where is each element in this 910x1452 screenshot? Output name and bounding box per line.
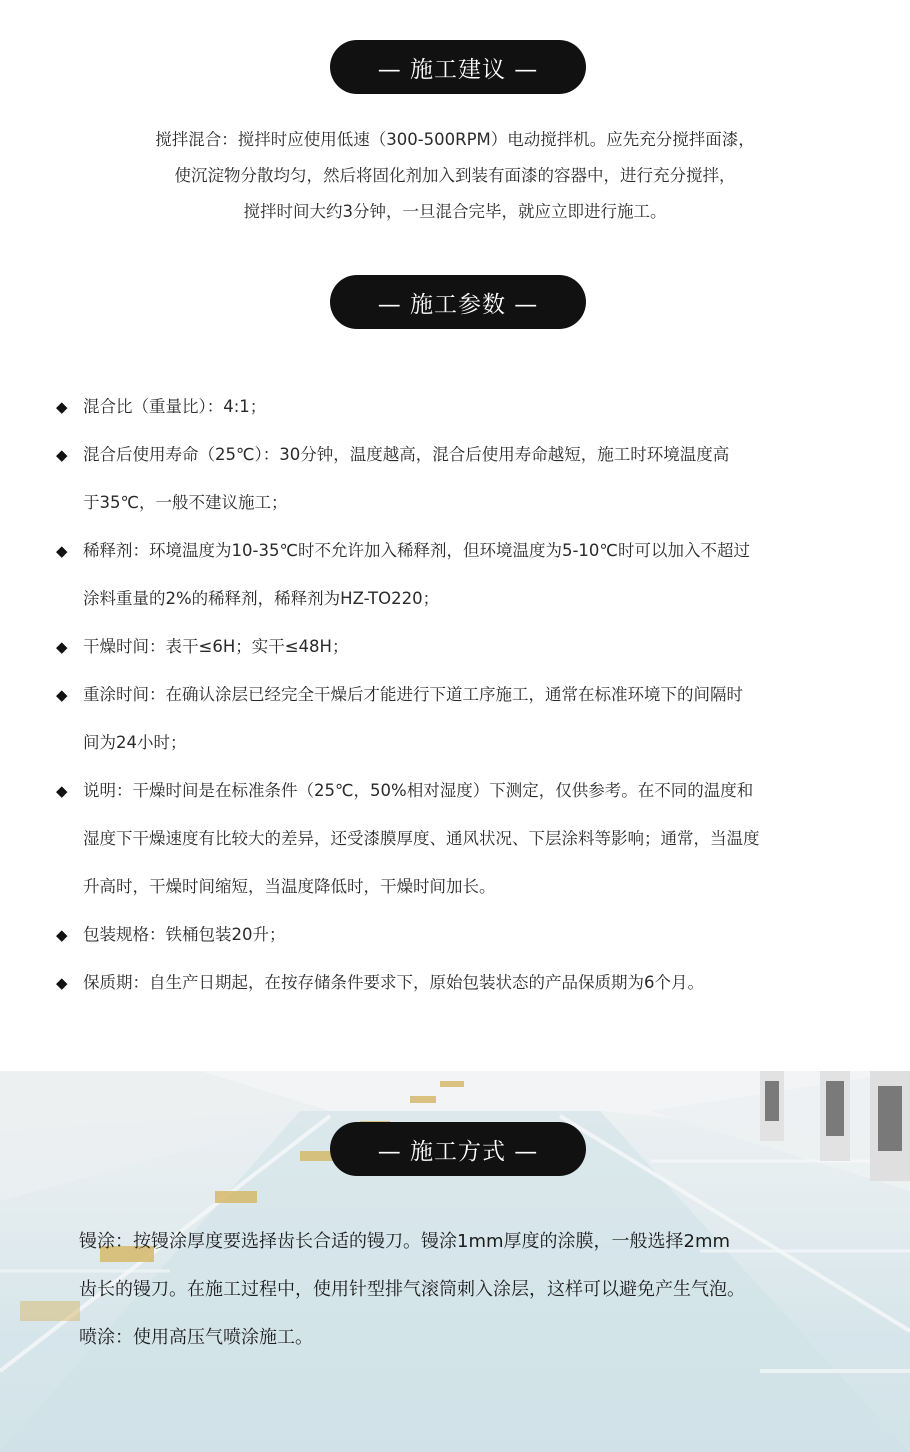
list-item [56,767,876,911]
method-line: 齿长的镘刀。在施工过程中，使用针型排气滚筒刺入涂层，这样可以避免产生气泡。 [79,1279,745,1300]
diamond-bullet-icon: ◆ [56,398,68,416]
list-item [56,623,876,671]
diamond-bullet-icon: ◆ [56,542,68,560]
advice-line: 搅拌混合：搅拌时应使用低速（300-500RPM）电动搅拌机。应先充分搅拌面漆， [155,130,755,149]
construction-advice-text [0,122,910,230]
parameter-list [56,383,876,1007]
diamond-bullet-icon: ◆ [56,974,68,992]
method-line: 喷涂：使用高压气喷涂施工。 [79,1327,313,1348]
parameter-text: 混合后使用寿命（25℃）：30分钟，温度越高，混合后使用寿命越短，施工时环境温度高 于35℃，一般不建议施工； [83,445,730,512]
parameter-text: 稀释剂：环境温度为10-35℃时不允许加入稀释剂，但环境温度为5-10℃时可以加入不超过 涂料重量的2%的稀释剂，稀释剂为HZ-TO220； [83,541,750,608]
list-item [56,959,876,1007]
parameter-text: 干燥时间：表干≤6H；实干≤48H； [83,637,349,656]
diamond-bullet-icon: ◆ [56,638,68,656]
parameter-text: 重涂时间：在确认涂层已经完全干燥后才能进行下道工序施工，通常在标准环境下的间隔时 间为24小时； [83,685,743,752]
list-item [56,911,876,959]
method-line: 镘涂：按镘涂厚度要选择齿长合适的镘刀。镘涂1mm厚度的涂膜，一般选择2mm [79,1231,731,1252]
advice-line: 搅拌时间大约3分钟，一旦混合完毕，就应立即进行施工。 [243,202,667,221]
construction-method-text [79,1218,879,1362]
parameter-text: 混合比（重量比）：4:1； [83,397,267,416]
list-item [56,383,876,431]
parameter-text: 说明：干燥时间是在标准条件（25℃，50%相对湿度）下测定，仅供参考。在不同的温度和 湿度下干燥速度有比较大的差异，还受漆膜厚度、通风状况、下层涂料等影响；通常，当温度 升高时，干燥时间缩短，当温度降低时，干燥时间加长。 [83,781,760,896]
list-item [56,671,876,767]
diamond-bullet-icon: ◆ [56,782,68,800]
parameter-text: 包装规格：铁桶包装20升； [83,925,286,944]
section-title-construction-method [330,1122,586,1176]
diamond-bullet-icon: ◆ [56,926,68,944]
list-item [56,431,876,527]
parameter-text: 保质期：自生产日期起，在按存储条件要求下，原始包装状态的产品保质期为6个月。 [83,973,704,992]
advice-line: 使沉淀物分散均匀，然后将固化剂加入到装有面漆的容器中，进行充分搅拌， [174,166,736,185]
list-item [56,527,876,623]
section-title-text: — 施工方式 — [377,1138,539,1165]
section-title-text: — 施工参数 — [377,291,539,318]
section-title-construction-advice [330,40,586,94]
diamond-bullet-icon: ◆ [56,686,68,704]
section-title-construction-parameters [330,275,586,329]
section-title-text: — 施工建议 — [377,56,539,83]
diamond-bullet-icon: ◆ [56,446,68,464]
